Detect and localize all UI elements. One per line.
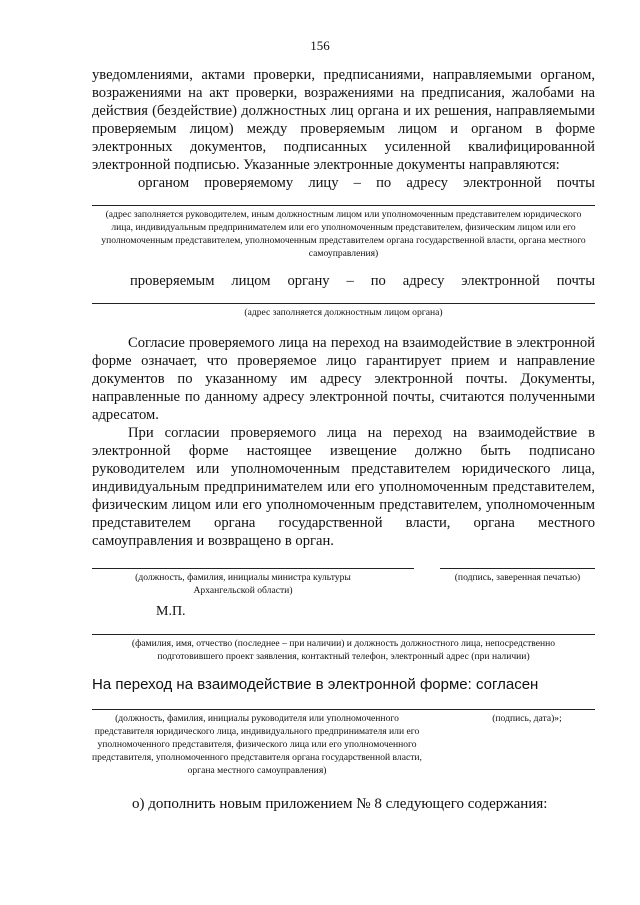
checked-address-underline — [92, 303, 595, 304]
head-underline — [92, 709, 595, 710]
caption-minister: (должность, фамилия, инициалы министра культуры Архангельской области) — [135, 572, 351, 596]
caption-organ-address: (адрес заполняется руководителем, иным должностным лицом или уполномоченным представителем юридического лица, индивидуальным предпринимателем или его уполномоченным представителем, физическим лицом или его уполномоченным представителем, уполномоченным представителем органа государственной власти, органа местного самоуправления) — [101, 209, 586, 259]
consent-heading: На переход на взаимодействие в электронной форме: согласен — [92, 676, 539, 693]
line-organ-to-checked-person: органом проверяемому лицу – по адресу электронной почты — [138, 175, 595, 191]
official-underline — [92, 634, 595, 635]
paragraph-continuation: уведомлениями, актами проверки, предписаниями, направляемыми органом, возражениями на акт проверки, возражениями на предписания, жалобами на действия (бездействие) должностных лиц органа и их решения, направляемыми проверяемым лицом) между проверяемым лицом и органом в форме электронных документов, подписанных усиленной квалифицированной электронной подписью. Указанные электронные документы направляются: — [92, 67, 595, 173]
paragraph-consent-signing: При согласии проверяемого лица на переход на взаимодействие в электронной форме настоящее извещение должно быть подписано руководителем или уполномоченным представителем юридического лица, индивидуальным предпринимателем или его уполномоченным представителем, физическим лицом или его уполномоченным представителем, уполномоченным представителем органа государственной власти, органа местного самоуправления и возвращено в орган. — [92, 425, 595, 549]
final-instruction: о) дополнить новым приложением № 8 следующего содержания: — [132, 796, 548, 812]
caption-head: (должность, фамилия, инициалы руководителя или уполномоченного представителя юридического лица, индивидуального предпринимателя или его уполномоченного представителя, физического лица или его уполномоченного представителя, уполномоченного представителя органа государственной власти, органа местного самоуправления) — [92, 713, 422, 776]
caption-checked-address: (адрес заполняется должностным лицом органа) — [244, 307, 443, 318]
minister-underline — [92, 568, 414, 569]
paragraph-consent-meaning: Согласие проверяемого лица на переход на взаимодействие в электронной форме означает, что проверяемое лицо гарантирует прием и направление документов по указанному им адресу электронной почты. Документы, направленные по данному адресу электронной почты, считаются полученными адресатом. — [92, 335, 595, 423]
caption-official: (фамилия, имя, отчество (последнее – при наличии) и должность должностного лица, непосредственно подготовившего проект заявления, контактный телефон, электронный адрес (при наличии) — [131, 638, 556, 662]
caption-signature-seal: (подпись, заверенная печатью) — [454, 572, 581, 583]
organ-address-underline — [92, 205, 595, 206]
line-checked-person-to-organ: проверяемым лицом органу – по адресу электронной почты — [130, 273, 595, 289]
page-number: 156 — [310, 38, 330, 53]
signature-seal-underline — [440, 568, 595, 569]
caption-signature-date: (подпись, дата)»; — [492, 713, 562, 724]
stamp-place-label: М.П. — [156, 604, 186, 619]
